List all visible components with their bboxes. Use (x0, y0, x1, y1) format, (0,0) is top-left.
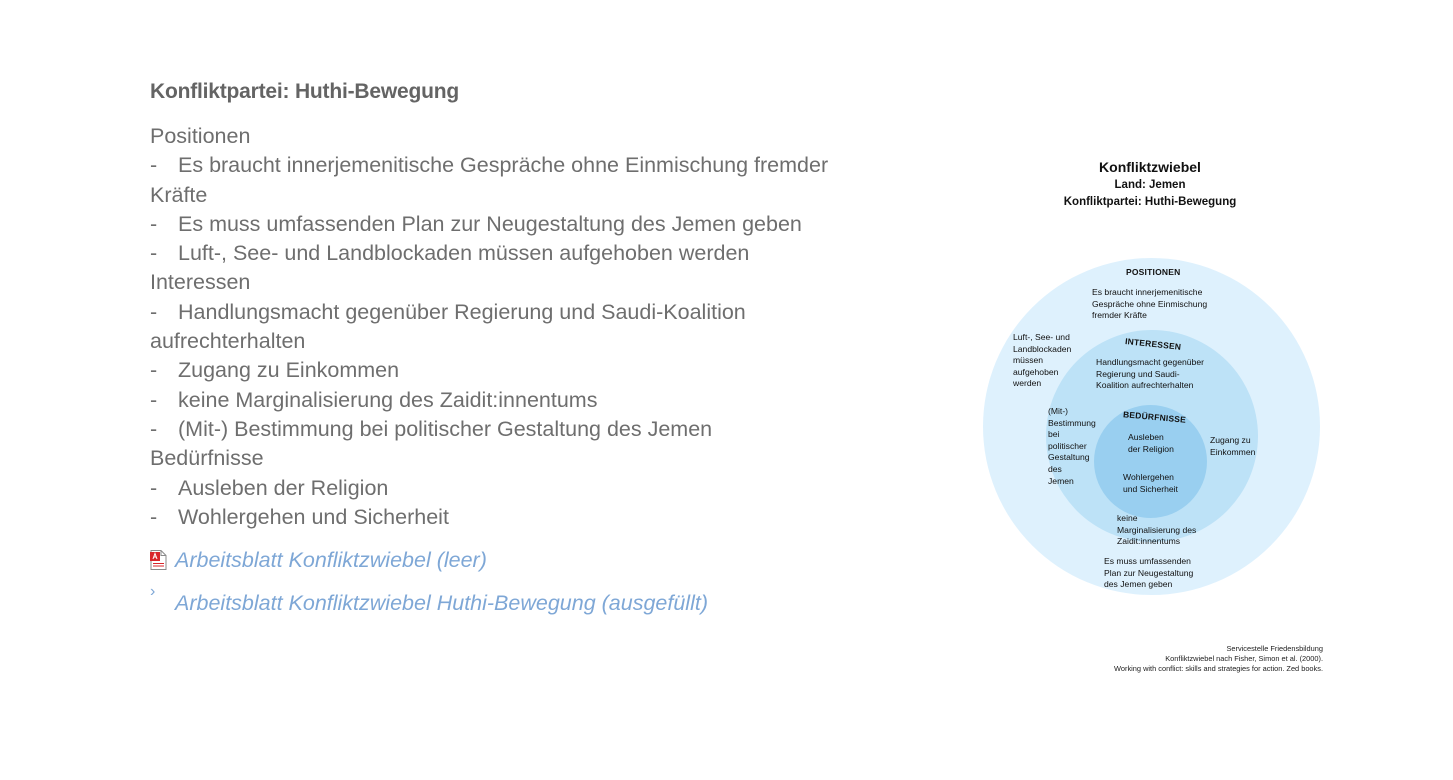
ring-label-interessen: INTERESSEN (1124, 336, 1182, 352)
interessen-right-text: Zugang zu Einkommen (1210, 435, 1256, 457)
list-item: - Luft-, See- und Landblockaden müssen aufgehoben werden (150, 241, 750, 266)
diagram-partei: Konfliktpartei: Huthi-Bewegung (1063, 196, 1237, 208)
list-item: - (Mit-) Bestimmung bei politischer Gestaltung des Jemen (150, 416, 713, 441)
download-link-ausgefuellt-label[interactable]: Arbeitsblatt Konfliktzwiebel Huthi-Bewegung (ausgefüllt) (175, 591, 708, 615)
content-text (150, 122, 870, 532)
pdf-file-icon (150, 550, 167, 570)
interessen-top-text: Handlungsmacht gegenüber Regierung und Saudi- Koalition aufrechterhalten (1096, 357, 1204, 391)
list-item-continuation: aufrechterhalten (150, 329, 306, 354)
list-item: - Es muss umfassenden Plan zur Neugestaltung des Jemen geben (150, 211, 802, 236)
section-label-interessen: Interessen (150, 270, 251, 295)
diagram-title: Konfliktzwiebel (1099, 159, 1201, 175)
positionen-left-text: Luft-, See- und Landblockaden müssen aufgehoben werden (1013, 332, 1072, 389)
beduerfnisse-text-2: Wohlergehen und Sicherheit (1123, 472, 1178, 494)
section-label-beduerfnisse: Bedürfnisse (150, 446, 264, 471)
list-item: - keine Marginalisierung des Zaidit:innentums (150, 387, 598, 412)
ring-beduerfnisse (1094, 405, 1207, 518)
beduerfnisse-text-1: Ausleben der Religion (1128, 432, 1174, 454)
page-heading: Konfliktpartei: Huthi-Bewegung (150, 80, 459, 103)
download-link-leer-label[interactable]: Arbeitsblatt Konfliktzwiebel (leer) (175, 548, 487, 572)
section-label-positionen: Positionen (150, 124, 251, 148)
ring-label-beduerfnisse: BEDÜRFNISSE (1122, 409, 1187, 425)
positionen-bottom-text: Es muss umfassenden Plan zur Neugestaltung des Jemen geben (1104, 556, 1194, 590)
list-item: - Zugang zu Einkommen (150, 358, 400, 383)
citation: Servicestelle Friedensbildung Konfliktzwiebel nach Fisher, Simon et al. (2000). Working with conflict: skills and strategies for action. Zed books. (1114, 644, 1323, 673)
ring-label-positionen: POSITIONEN (1126, 267, 1181, 277)
list-item: - Es braucht innerjemenitische Gespräche ohne Einmischung fremder (150, 153, 829, 178)
positionen-top-text: Es braucht innerjemenitische Gespräche ohne Einmischung fremder Kräfte (1092, 287, 1208, 321)
chevron-right-icon: › (150, 583, 156, 600)
list-item: - Wohlergehen und Sicherheit (150, 504, 449, 529)
interessen-bottom-text: keine Marginalisierung des Zaidit:innentums (1117, 513, 1197, 547)
list-item: - Ausleben der Religion (150, 475, 389, 500)
konfliktzwiebel-diagram (960, 150, 1340, 690)
list-item: - Handlungsmacht gegenüber Regierung und Saudi-Koalition (150, 299, 746, 324)
interessen-left-text: (Mit-) Bestimmung bei politischer Gestaltung des Jemen (1048, 406, 1096, 486)
list-item-continuation: Kräfte (150, 182, 208, 207)
diagram-land: Land: Jemen (1114, 179, 1186, 191)
